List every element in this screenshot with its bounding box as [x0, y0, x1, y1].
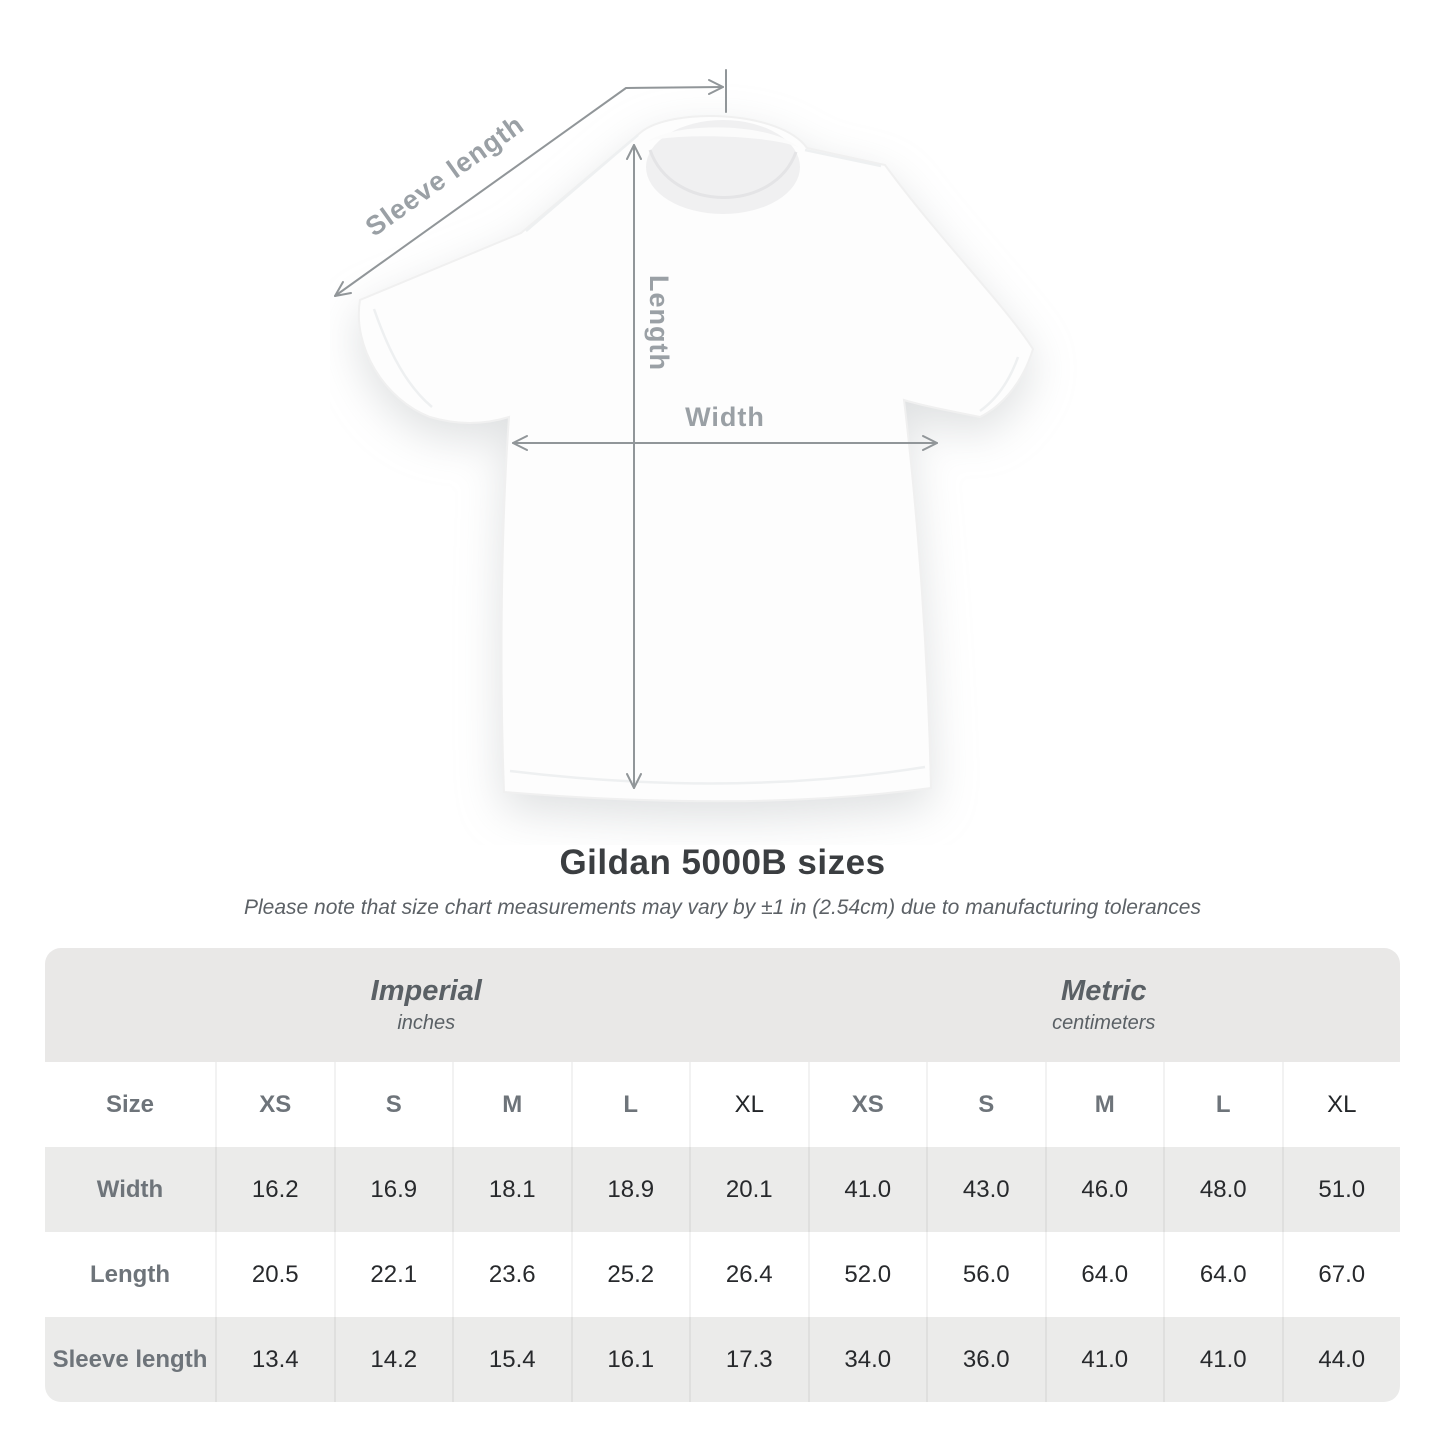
value-cell: 67.0 — [1282, 1232, 1401, 1317]
size-header-cell: S — [926, 1062, 1045, 1147]
size-header-cell: XL — [1282, 1062, 1401, 1147]
row-label: Length — [90, 1260, 170, 1288]
value-cell: 14.2 — [334, 1317, 453, 1402]
table-row — [45, 1147, 1400, 1232]
sleeve-length-label: Sleeve length — [359, 109, 530, 243]
size-table — [45, 948, 1400, 1402]
size-header-cell: L — [1163, 1062, 1282, 1147]
tshirt-figure — [330, 55, 1090, 845]
value-cell: 25.2 — [571, 1232, 690, 1317]
length-label: Length — [644, 275, 674, 371]
value-cell: 48.0 — [1163, 1147, 1282, 1232]
units-imperial-header — [45, 948, 808, 1062]
table-row — [45, 1317, 1400, 1402]
value-cell: 64.0 — [1163, 1232, 1282, 1317]
value-cell: 34.0 — [808, 1317, 927, 1402]
size-header-row — [45, 1062, 1400, 1147]
tolerance-note: Please note that size chart measurements may vary by ±1 in (2.54cm) due to manufacturing tolerances — [244, 896, 1201, 919]
row-label: Width — [96, 1175, 164, 1203]
size-header-cell: M — [452, 1062, 571, 1147]
value-cell: 43.0 — [926, 1147, 1045, 1232]
value-cell: 20.1 — [689, 1147, 808, 1232]
unit-sublabel: inches — [397, 1012, 456, 1034]
row-label: Sleeve length — [52, 1345, 208, 1373]
value-cell: 46.0 — [1045, 1147, 1164, 1232]
value-cell: 16.9 — [334, 1147, 453, 1232]
size-header-cell: S — [334, 1062, 453, 1147]
value-cell: 17.3 — [689, 1317, 808, 1402]
value-cell: 18.1 — [452, 1147, 571, 1232]
size-header-cell: XS — [808, 1062, 927, 1147]
tshirt-figure-svg — [330, 55, 1090, 845]
size-header-cell: XS — [215, 1062, 334, 1147]
page-title: Gildan 5000B sizes — [559, 843, 886, 882]
value-cell: 64.0 — [1045, 1232, 1164, 1317]
value-cell: 36.0 — [926, 1317, 1045, 1402]
value-cell: 41.0 — [1045, 1317, 1164, 1402]
value-cell: 41.0 — [1163, 1317, 1282, 1402]
tshirt-image — [359, 116, 1033, 801]
value-cell: 51.0 — [1282, 1147, 1401, 1232]
unit-sublabel: centimeters — [1052, 1012, 1156, 1034]
value-cell: 16.2 — [215, 1147, 334, 1232]
size-column-header: Size — [105, 1090, 155, 1118]
value-cell: 26.4 — [689, 1232, 808, 1317]
value-cell: 18.9 — [571, 1147, 690, 1232]
value-cell: 20.5 — [215, 1232, 334, 1317]
size-header-cell: M — [1045, 1062, 1164, 1147]
size-header-cell: L — [571, 1062, 690, 1147]
value-cell: 56.0 — [926, 1232, 1045, 1317]
value-cell: 41.0 — [808, 1147, 927, 1232]
value-cell: 52.0 — [808, 1232, 927, 1317]
width-label: Width — [685, 402, 765, 432]
unit-label: Metric — [1061, 975, 1147, 1007]
value-cell: 15.4 — [452, 1317, 571, 1402]
value-cell: 23.6 — [452, 1232, 571, 1317]
value-cell: 22.1 — [334, 1232, 453, 1317]
units-metric-header — [808, 948, 1401, 1062]
size-header-cell: XL — [689, 1062, 808, 1147]
units-band-row — [45, 948, 1400, 1062]
table-row — [45, 1232, 1400, 1317]
value-cell: 16.1 — [571, 1317, 690, 1402]
value-cell: 13.4 — [215, 1317, 334, 1402]
value-cell: 44.0 — [1282, 1317, 1401, 1402]
unit-label: Imperial — [370, 975, 482, 1007]
